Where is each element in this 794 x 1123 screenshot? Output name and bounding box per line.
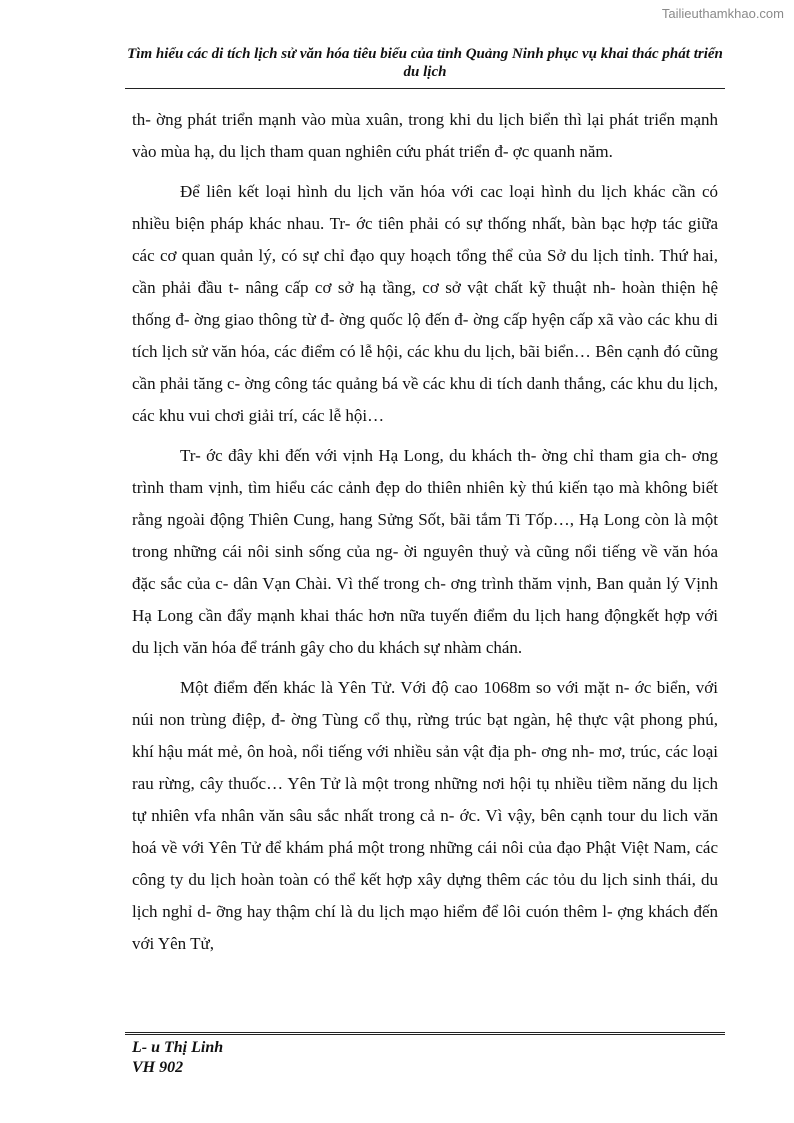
header-divider bbox=[125, 88, 725, 89]
document-body bbox=[132, 104, 718, 960]
footer-divider bbox=[125, 1032, 725, 1037]
paragraph-1: th- ờng phát triển mạnh vào mùa xuân, trong khi du lịch biển thì lại phát triển mạnh vào mùa hạ, du lịch tham quan nghiên cứu phát triển đ- ợc quanh năm. bbox=[132, 110, 718, 161]
watermark-text: Tailieuthamkhao.com bbox=[661, 6, 784, 21]
paragraph-4: Một điểm đến khác là Yên Tử. Với độ cao 1068m so với mặt n- ớc biển, với núi non trùng điệp, đ- ờng Tùng cổ thụ, rừng trúc bạt ngàn, hệ thực vật phong phú, khí hậu mát mẻ, ôn hoà, nổi tiếng với nhiều sản vật địa ph- ơng nh- mơ, trúc, các loại rau rừng, cây thuốc… Yên Tử là một trong những nơi hội tụ nhiều tiềm năng du lịch tự nhiên vfa nhân văn sâu sắc nhất trong cả n- ớc. Vì vậy, bên cạnh tour du lich văn hoá về với Yên Tử để khám phá một trong những cái nôi của đạo Phật Việt Nam, các công ty du lịch hoàn toàn có thể kết hợp xây dựng thêm các tỏu du lịch sinh thái, du lịch nghỉ d- ỡng hay thậm chí là du lịch mạo hiểm để lôi cuón thêm l- ợng khách đến với Yên Tử, bbox=[132, 678, 718, 953]
page-header-title: Tìm hiểu các di tích lịch sử văn hóa tiêu biểu của tỉnh Quảng Ninh phục vụ khai thác phát triển du lịch bbox=[127, 46, 723, 80]
page-footer bbox=[132, 1038, 223, 1078]
footer-author: L- u Thị Linh bbox=[132, 1039, 224, 1056]
paragraph-2: Để liên kết loại hình du lịch văn hóa với cac loại hình du lịch khác cần có nhiều biện pháp khác nhau. Tr- ớc tiên phải có sự thống nhất, bàn bạc hợp tác giữa các cơ quan quản lý, có sự chỉ đạo quy hoạch tổng thể của Sở du lịch tỉnh. Thứ hai, cần phải đầu t- nâng cấp cơ sở hạ tầng, cơ sở vật chất kỹ thuật nh- hoàn thiện hệ thống đ- ờng giao thông từ đ- ờng quốc lộ đến đ- ờng cấp hyện cấp xã vào các khu di tích lịch sử văn hóa, các điểm có lễ hội, các khu du lịch, bãi biển… Bên cạnh đó cũng cần phải tăng c- ờng công tác quảng bá về các khu di tích danh thắng, các khu du lịch, các khu vui chơi giải trí, các lễ hội… bbox=[132, 182, 718, 425]
paragraph-3: Tr- ớc đây khi đến với vịnh Hạ Long, du khách th- ờng chỉ tham gia ch- ơng trình tham vịnh, tìm hiểu các cảnh đẹp do thiên nhiên kỳ thú kiến tạo mà không biết rằng ngoài động Thiên Cung, hang Sửng Sốt, bãi tắm Ti Tốp…, Hạ Long còn là một trong những cái nôi sinh sống của ng- ời nguyên thuỷ và cũng nổi tiếng về văn hóa đặc sắc của c- dân Vạn Chài. Vì thế trong ch- ơng trình thăm vịnh, Ban quản lý Vịnh Hạ Long cần đẩy mạnh khai thác hơn nữa tuyến điểm du lịch hang độngkết hợp với du lịch văn hóa để tránh gây cho du khách sự nhàm chán. bbox=[132, 446, 718, 657]
footer-class-code: VH 902 bbox=[132, 1059, 184, 1076]
